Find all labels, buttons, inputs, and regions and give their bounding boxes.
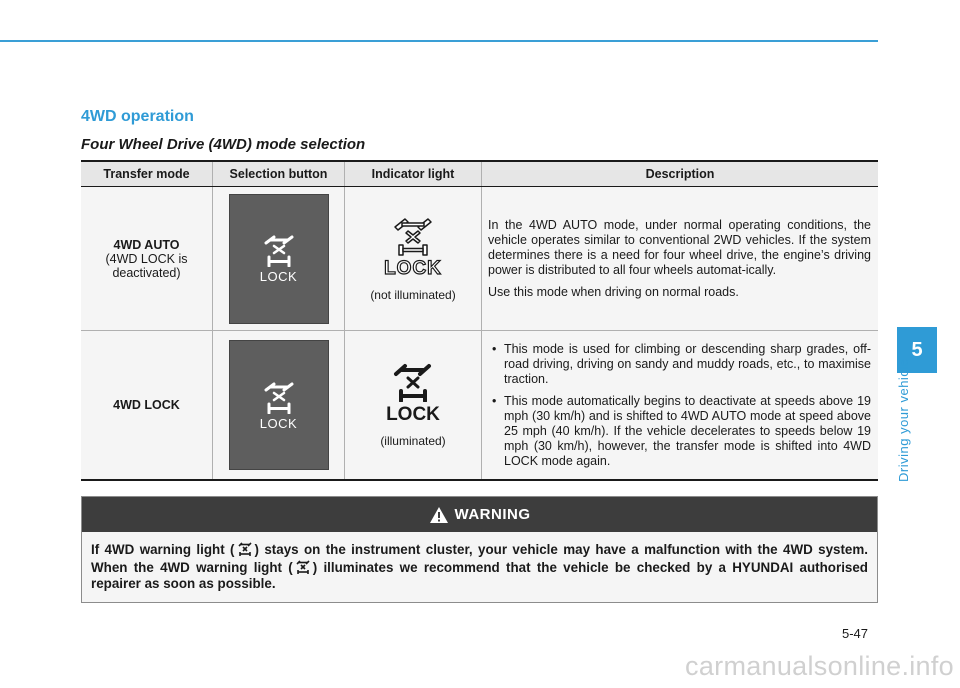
chapter-number-tab: 5 [897,327,937,373]
top-rule [0,40,878,42]
4wd-axle-icon [262,380,296,414]
subtitle: Four Wheel Drive (4WD) mode selection [81,136,366,153]
transfer-mode-cell [81,331,213,481]
mode-name: 4WD AUTO [113,237,180,252]
button-lock-label: LOCK [259,415,298,431]
table-row [81,187,878,331]
mode-name: 4WD LOCK [113,398,180,412]
chapter-label-text: Driving your vehicle [896,358,911,482]
4wd-indicator-solid-icon [392,362,434,402]
chapter-label [892,358,932,502]
warning-box [81,496,878,603]
indicator-caption: (illuminated) [380,434,446,448]
description-list [488,342,871,469]
indicator-caption: (not illuminated) [370,287,456,302]
mode-table [81,160,878,481]
description-cell [482,187,879,331]
warning-title: WARNING [454,506,531,523]
transfer-mode-cell [81,187,213,331]
header-selection-button: Selection button [213,161,345,187]
warning-text [82,532,877,593]
warning-text-part: If 4WD warning light ( [91,542,235,557]
warning-text-part: ) stays on the instrument cluster, your vehicle may have a malfunction with the 4WD system. When the 4WD warning light ( [91,542,869,575]
button-lock-label: LOCK [259,269,298,284]
selection-button-cell [213,331,345,481]
mode-note: (4WD LOCK is deactivated) [105,251,188,280]
indicator-light-cell [345,187,482,331]
table-header-row [81,161,878,187]
page-number: 5-47 [842,626,869,641]
warning-triangle-icon [429,506,449,524]
indicator-lock-label: LOCK [386,404,440,425]
indicator-light-cell [345,331,482,481]
indicator-lock-label: LOCK [384,257,442,279]
description-paragraph: In the 4WD AUTO mode, under normal operating conditions, the vehicle operates similar to conventional 2WD vehicles. If the system determines there is a need for four wheel drive, the engine’s driving power is distributed to all four wheels automat-ically. [488,217,871,277]
table-row [81,331,878,481]
list-item: • This mode automatically begins to deactivate at speeds above 19 mph (30 km/h) and is shifted to 4WD AUTO mode at speed above 25 mph (40 km/h). If the vehicle decelerates to speeds below 19 mph (30 km/h), however, the transfer mode is shifted into 4WD LOCK mode again. [488,394,871,469]
4wd-warning-light-icon [237,541,253,557]
description-paragraph: Use this mode when driving on normal roads. [488,284,739,299]
selection-button-cell [213,187,345,331]
header-transfer-mode: Transfer mode [81,161,213,187]
4wd-lock-button-image [229,194,329,324]
watermark: carmanualsonline.info [685,651,954,681]
header-description: Description [482,161,879,187]
4wd-lock-button-image [229,340,329,470]
warning-header [82,497,877,532]
section-title: 4WD operation [81,108,194,125]
header-indicator-light: Indicator light [345,161,482,187]
4wd-warning-light-icon [295,559,311,575]
4wd-axle-icon [262,233,296,267]
4wd-indicator-outline-icon [392,216,434,256]
description-cell [482,331,879,481]
warning-text-part: ) illuminates we recommend that the vehicle be checked by a HYUNDAI authorised repairer as soon as possible. [91,559,868,591]
list-item: • This mode is used for climbing or descending sharp grades, off-road driving, driving on sandy and muddy roads, etc., to maximise traction. [488,342,871,387]
